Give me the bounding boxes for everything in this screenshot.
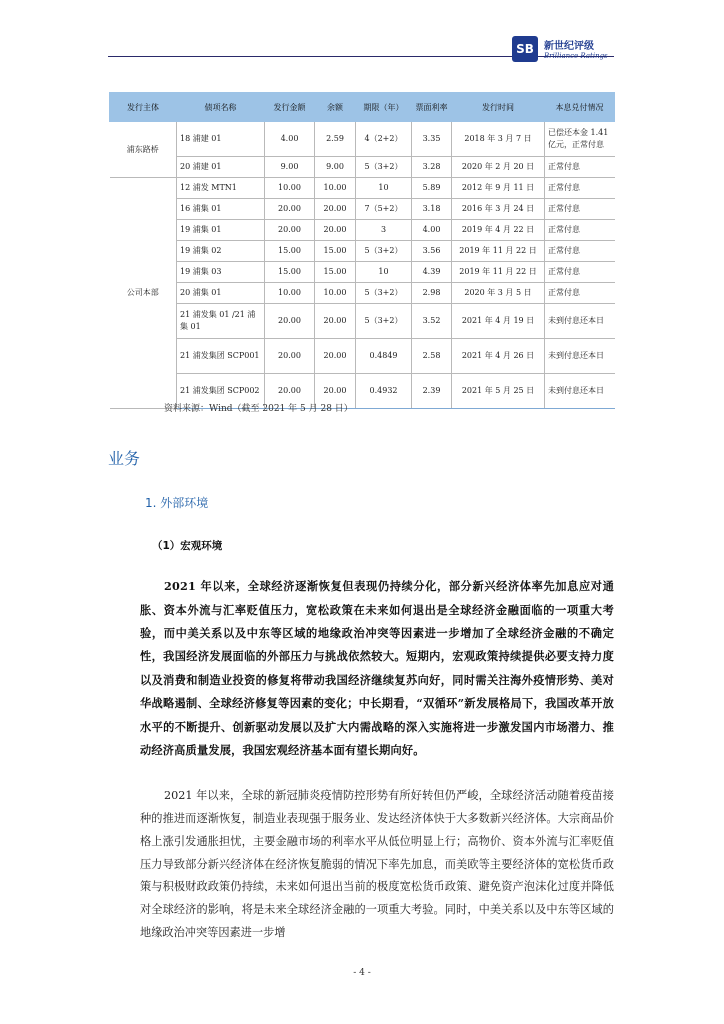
rate-cell: 3.28 (412, 157, 452, 178)
term-cell: 5（3+2） (356, 304, 412, 339)
table-row (110, 157, 615, 178)
term-cell: 10 (356, 262, 412, 283)
balance-cell: 20.00 (315, 304, 356, 339)
amount-cell: 10.00 (265, 178, 315, 199)
rate-cell: 2.58 (412, 339, 452, 374)
date-cell: 2021 年 4 月 19 日 (452, 304, 545, 339)
bond-name-cell: 21 浦发集 01 /21 浦集 01 (177, 304, 265, 339)
issuer-cell: 公司本部 (110, 178, 177, 409)
rate-cell: 4.39 (412, 262, 452, 283)
status-cell: 已偿还本金 1.41 亿元，正常付息 (545, 122, 615, 157)
status-cell: 正常付息 (545, 262, 615, 283)
col-header: 发行金额 (265, 93, 315, 122)
subsection-title: 1. 外部环境 (145, 496, 209, 510)
date-cell: 2020 年 3 月 5 日 (452, 283, 545, 304)
status-cell: 正常付息 (545, 199, 615, 220)
balance-cell: 20.00 (315, 199, 356, 220)
status-cell: 正常付息 (545, 178, 615, 199)
status-cell: 正常付息 (545, 157, 615, 178)
rate-cell: 3.56 (412, 241, 452, 262)
col-header: 发行主体 (110, 93, 177, 122)
logo-english-name: Brilliance Ratings (544, 52, 608, 60)
table-row (110, 283, 615, 304)
balance-cell: 9.00 (315, 157, 356, 178)
amount-cell: 15.00 (265, 241, 315, 262)
table-row (110, 178, 615, 199)
bond-name-cell: 19 浦集 02 (177, 241, 265, 262)
term-cell: 3 (356, 220, 412, 241)
balance-cell: 20.00 (315, 220, 356, 241)
bond-name-cell: 19 浦集 01 (177, 220, 265, 241)
status-cell: 未到付息还本日 (545, 339, 615, 374)
bond-name-cell: 19 浦集 03 (177, 262, 265, 283)
status-cell: 未到付息还本日 (545, 304, 615, 339)
balance-cell: 15.00 (315, 241, 356, 262)
bond-name-cell: 12 浦发 MTN1 (177, 178, 265, 199)
bond-name-cell: 20 浦集 01 (177, 283, 265, 304)
col-header: 发行时间 (452, 93, 545, 122)
bond-name-cell: 16 浦集 01 (177, 199, 265, 220)
date-cell: 2019 年 11 月 22 日 (452, 241, 545, 262)
date-cell: 2018 年 3 月 7 日 (452, 122, 545, 157)
status-cell: 正常付息 (545, 283, 615, 304)
rate-cell: 4.00 (412, 220, 452, 241)
date-cell: 2019 年 4 月 22 日 (452, 220, 545, 241)
amount-cell: 20.00 (265, 199, 315, 220)
col-header: 期限（年） (356, 93, 412, 122)
amount-cell: 4.00 (265, 122, 315, 157)
rate-cell: 5.89 (412, 178, 452, 199)
col-header: 余额 (315, 93, 356, 122)
bond-name-cell: 20 浦建 01 (177, 157, 265, 178)
term-cell: 0.4849 (356, 339, 412, 374)
rate-cell: 2.39 (412, 374, 452, 409)
rate-cell: 3.35 (412, 122, 452, 157)
balance-cell: 2.59 (315, 122, 356, 157)
issuer-cell: 浦东路桥 (110, 122, 177, 178)
summary-paragraph: 2021 年以来，全球经济逐渐恢复但表现仍持续分化，部分新兴经济体率先加息应对通胀、资本外流与汇率贬值压力，宽松政策在未来如何退出是全球经济金融面临的一项重大考验，而中美关系以及中东等区域的地缘政治冲突等因素进一步增加了全球经济金融的不确定性，我国经济发展面临的外部压力与挑战依然较大。短期内，宏观政策持续提供必要支持力度以及消费和制造业投资的修复将带动我国经济继续复苏向好，同时需关注海外疫情形势、美对华战略遏制、全球经济修复等因素的变化；中长期看，“双循环”新发展格局下，我国改革开放水平的不断提升、创新驱动发展以及扩大内需战略的深入实施将进一步激发国内市场潜力、推动经济高质量发展，我国宏观经济基本面有望长期向好。 (140, 579, 614, 758)
term-cell: 5（3+2） (356, 283, 412, 304)
date-cell: 2021 年 5 月 25 日 (452, 374, 545, 409)
term-cell: 7（5+2） (356, 199, 412, 220)
balance-cell: 15.00 (315, 262, 356, 283)
subsubsection-title: （1）宏观环境 (152, 540, 223, 552)
rate-cell: 2.98 (412, 283, 452, 304)
amount-cell: 20.00 (265, 374, 315, 409)
table-row (110, 199, 615, 220)
rate-cell: 3.52 (412, 304, 452, 339)
date-cell: 2012 年 9 月 11 日 (452, 178, 545, 199)
table-row (110, 122, 615, 157)
term-cell: 5（3+2） (356, 241, 412, 262)
date-cell: 2021 年 4 月 26 日 (452, 339, 545, 374)
date-cell: 2019 年 11 月 22 日 (452, 262, 545, 283)
date-cell: 2020 年 2 月 20 日 (452, 157, 545, 178)
page-number: - 4 - (353, 968, 371, 978)
table-row (110, 262, 615, 283)
term-cell: 5（3+2） (356, 157, 412, 178)
body-paragraph: 2021 年以来，全球的新冠肺炎疫情防控形势有所好转但仍严峻，全球经济活动随着疫苗接种的推进而逐渐恢复，制造业表现强于服务业、发达经济体快于大多数新兴经济体。大宗商品价格上涨引发通胀担忧，主要金融市场的利率水平从低位明显上行；高物价、资本外流与汇率贬值压力导致部分新兴经济体在经济恢复脆弱的情况下率先加息，而美欧等主要经济体的宽松货币政策与积极财政政策仍持续，未来如何退出当前的极度宽松货币政策、避免资产泡沫化过度并降低对全球经济的影响，将是未来全球经济金融的一项重大考验。同时，中美关系以及中东等区域的地缘政治冲突等因素进一步增 (140, 789, 614, 939)
table-row (110, 241, 615, 262)
brand-logo (512, 36, 612, 66)
balance-cell: 10.00 (315, 178, 356, 199)
table-source-note: 资料来源：Wind（截至 2021 年 5 月 28 日） (164, 404, 353, 414)
amount-cell: 15.00 (265, 262, 315, 283)
rate-cell: 3.18 (412, 199, 452, 220)
bond-name-cell: 21 浦发集团 SCP002 (177, 374, 265, 409)
amount-cell: 9.00 (265, 157, 315, 178)
bond-name-cell: 21 浦发集团 SCP001 (177, 339, 265, 374)
amount-cell: 20.00 (265, 304, 315, 339)
balance-cell: 10.00 (315, 283, 356, 304)
amount-cell: 20.00 (265, 220, 315, 241)
bond-name-cell: 18 浦建 01 (177, 122, 265, 157)
term-cell: 0.4932 (356, 374, 412, 409)
balance-cell: 20.00 (315, 374, 356, 409)
table-header-row (110, 93, 615, 122)
logo-chinese-name: 新世纪评级 (544, 41, 594, 52)
term-cell: 10 (356, 178, 412, 199)
amount-cell: 20.00 (265, 339, 315, 374)
status-cell: 正常付息 (545, 220, 615, 241)
table-row (110, 339, 615, 374)
col-header: 票面利率 (412, 93, 452, 122)
bond-table (109, 92, 615, 409)
col-header: 债项名称 (177, 93, 265, 122)
table-row (110, 304, 615, 339)
balance-cell: 20.00 (315, 339, 356, 374)
section-title: 业务 (108, 449, 141, 468)
logo-mark-icon: SB (512, 36, 538, 62)
table-row (110, 220, 615, 241)
col-header: 本息兑付情况 (545, 93, 615, 122)
status-cell: 正常付息 (545, 241, 615, 262)
status-cell: 未到付息还本日 (545, 374, 615, 409)
amount-cell: 10.00 (265, 283, 315, 304)
term-cell: 4（2+2） (356, 122, 412, 157)
date-cell: 2016 年 3 月 24 日 (452, 199, 545, 220)
